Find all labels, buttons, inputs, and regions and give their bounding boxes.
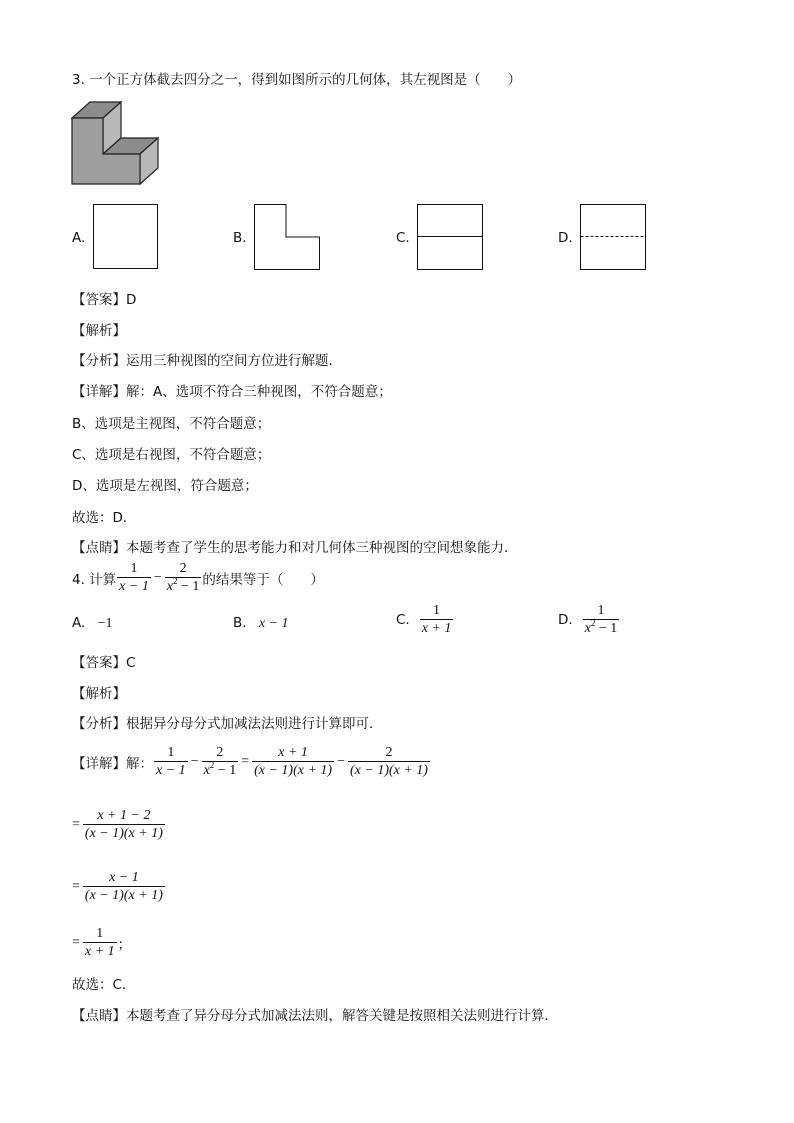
q3-option-c-label: C. <box>396 230 410 246</box>
q4-option-d: D. $\frac{1}{x^2 - 1}$ <box>558 603 618 636</box>
q4-analysis-title: 【解析】 <box>72 686 126 702</box>
q4-fraction-2: $\frac{2}{x^2 - 1}$ <box>166 561 200 594</box>
q4-step-1: 【详解】解： $\frac{1}{x - 1}$ − $\frac{2}{x^2 - 1}$ = $\frac{x + 1}{(x - 1)(x + 1)}$ − $\frac{2}{(x - 1)(x + 1)}$ <box>72 745 428 778</box>
q3-option-b-label: B. <box>233 230 247 246</box>
solid-figure <box>70 100 164 190</box>
q3-option-d-square-dashed-line <box>580 204 646 270</box>
q3-fenxi: 【分析】运用三种视图的空间方位进行解题． <box>72 353 342 369</box>
q3-analysis-title: 【解析】 <box>72 323 126 339</box>
q3-option-a-square <box>93 204 158 269</box>
q3-option-c-square-solid-line <box>417 204 483 270</box>
q4-fraction-1: $\frac{1}{x - 1}$ <box>119 561 149 594</box>
q4-question: 4. 计算 $\frac{1}{x - 1}$ − $\frac{2}{x^2 - 1}$ 的结果等于（ ） <box>72 561 324 594</box>
q4-choose: 故选：C． <box>72 977 136 993</box>
q3-option-b-l-shape <box>254 204 320 270</box>
q4-option-a: A. −1 <box>72 615 113 631</box>
q3-option-d-label: D. <box>558 230 573 246</box>
q4-prefix: 4. 计算 <box>72 571 117 588</box>
q4-fenxi: 【分析】根据异分母分式加减法法则进行计算即可． <box>72 716 383 732</box>
q3-comment: 【点睛】本题考查了学生的思考能力和对几何体三种视图的空间想象能力． <box>72 540 518 556</box>
q4-step-2: = $\frac{x + 1 - 2}{(x - 1)(x + 1)}$ <box>72 808 163 841</box>
q4-suffix: 的结果等于（ ） <box>202 571 324 588</box>
q4-option-b: B. x − 1 <box>233 615 289 631</box>
q3-line-b: B、选项是主视图，不符合题意； <box>72 416 271 432</box>
q3-question: 3. 一个正方体截去四分之一，得到如图所示的几何体，其左视图是（ ） <box>72 72 522 88</box>
q3-option-a-label: A. <box>72 230 86 246</box>
q4-step-4: = $\frac{1}{x + 1}$ ； <box>72 926 132 959</box>
q4-step-3: = $\frac{x - 1}{(x - 1)(x + 1)}$ <box>72 870 163 903</box>
q3-line-c: C、选项是右视图，不符合题意； <box>72 447 271 463</box>
q3-answer: 【答案】D <box>72 292 137 308</box>
q4-comment: 【点睛】本题考查了异分母分式加减法法则，解答关键是按照相关法则进行计算． <box>72 1008 558 1024</box>
q3-choose: 故选：D． <box>72 510 137 526</box>
q4-answer: 【答案】C <box>72 655 136 671</box>
q4-option-c: C. $\frac{1}{x + 1}$ <box>396 603 452 636</box>
q3-line-d: D、选项是左视图，符合题意； <box>72 478 258 494</box>
q3-xiangjie: 【详解】解：A、选项不符合三种视图，不符合题意； <box>72 384 392 400</box>
